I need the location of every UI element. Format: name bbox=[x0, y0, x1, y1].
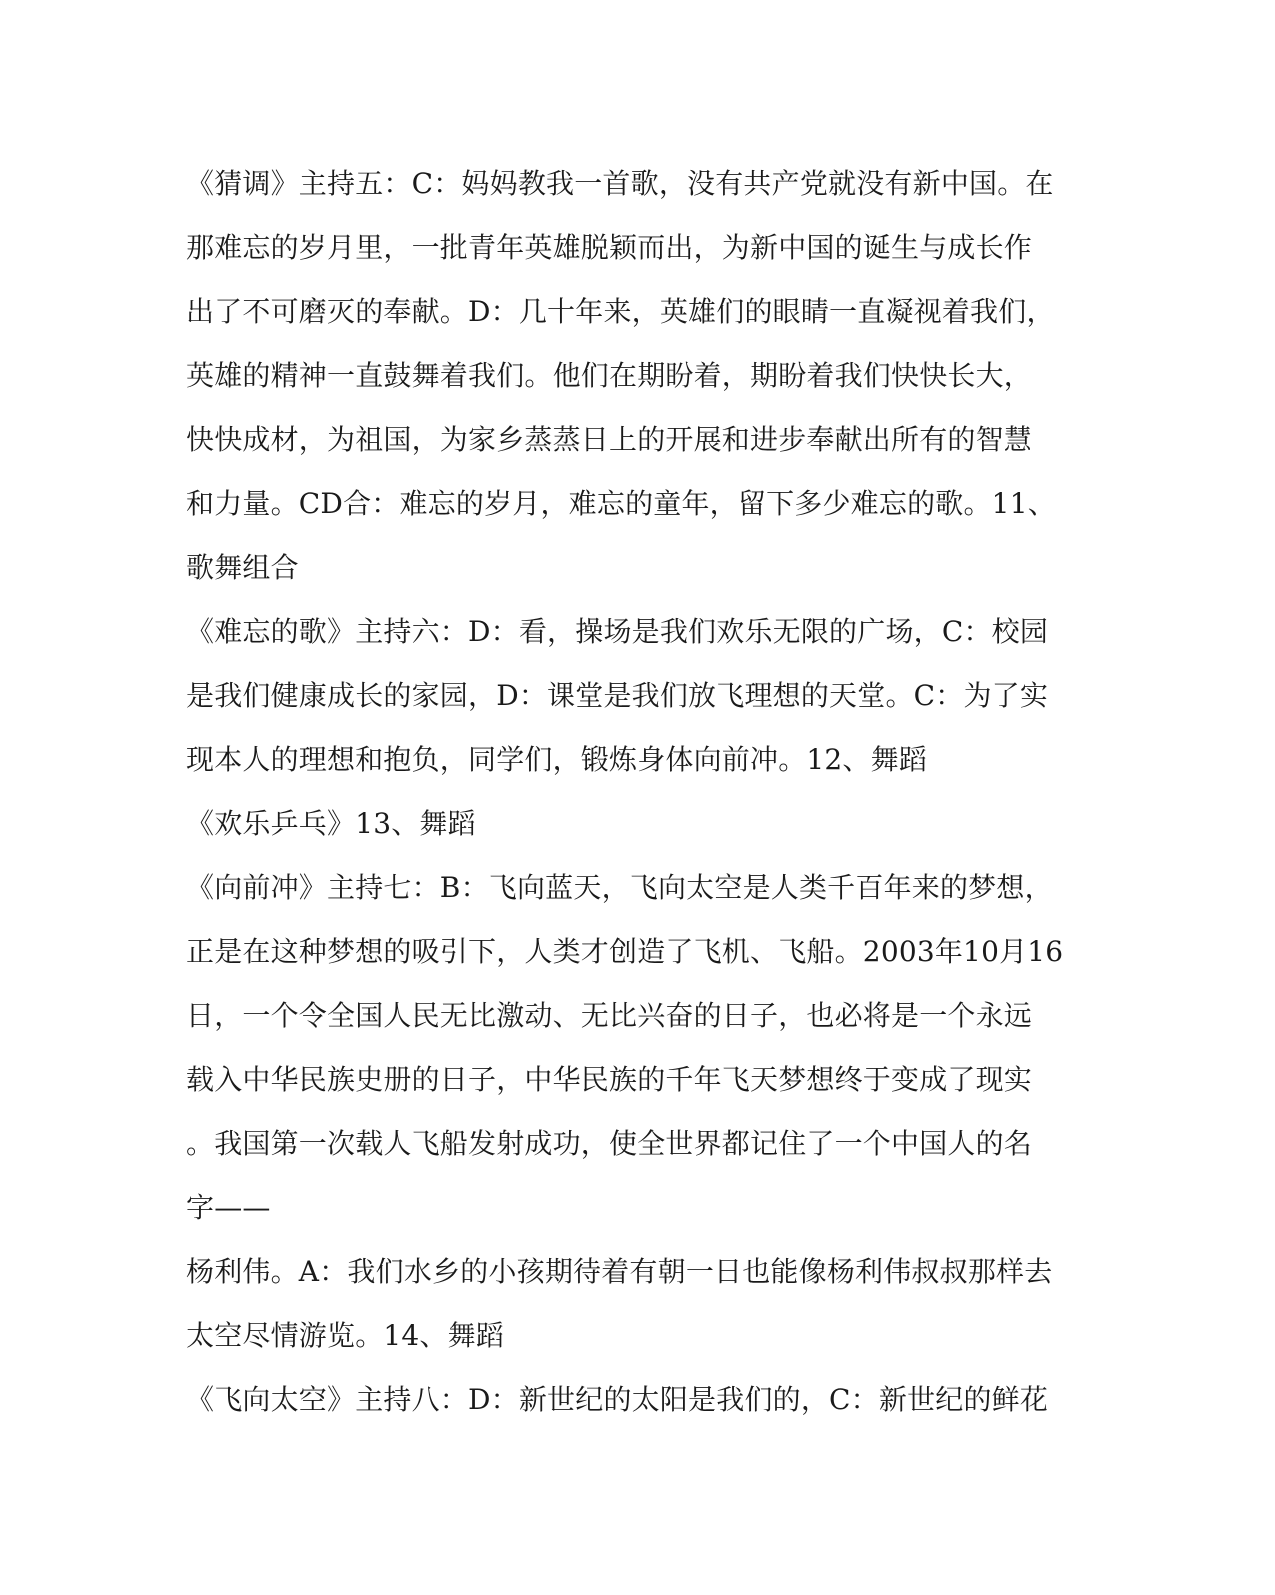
text-line: 日，一个令全国人民无比激动、无比兴奋的日子，也必将是一个永远 bbox=[186, 999, 1033, 1032]
text-line: 歌舞组合 bbox=[186, 551, 299, 584]
text-line: 《向前冲》主持七：B：飞向蓝天，飞向太空是人类千百年来的梦想， bbox=[186, 871, 1053, 904]
text-line: 《飞向太空》主持八：D：新世纪的太阳是我们的，C：新世纪的鲜花 bbox=[186, 1383, 1049, 1416]
text-line: 现本人的理想和抱负，同学们，锻炼身体向前冲。12、舞蹈 bbox=[186, 743, 928, 776]
text-line: 。我国第一次载人飞船发射成功，使全世界都记住了一个中国人的名 bbox=[186, 1127, 1033, 1160]
text-line: 《猜调》主持五：C：妈妈教我一首歌，没有共产党就没有新中国。在 bbox=[186, 167, 1054, 200]
text-line: 那难忘的岁月里，一批青年英雄脱颖而出，为新中国的诞生与成长作 bbox=[186, 231, 1033, 264]
text-line: 载入中华民族史册的日子，中华民族的千年飞天梦想终于变成了现实 bbox=[186, 1063, 1033, 1096]
text-line: 正是在这种梦想的吸引下，人类才创造了飞机、飞船。2003年10月16 bbox=[186, 935, 1064, 968]
text-line: 快快成材，为祖国，为家乡蒸蒸日上的开展和进步奉献出所有的智慧 bbox=[186, 423, 1033, 456]
text-line: 英雄的精神一直鼓舞着我们。他们在期盼着，期盼着我们快快长大， bbox=[186, 359, 1033, 392]
text-line: 是我们健康成长的家园，D：课堂是我们放飞理想的天堂。C：为了实 bbox=[186, 679, 1049, 712]
text-line: 《欢乐乒乓》13、舞蹈 bbox=[186, 807, 476, 840]
text-line: 杨利伟。A：我们水乡的小孩期待着有朝一日也能像杨利伟叔叔那样去 bbox=[186, 1255, 1053, 1288]
text-line: 和力量。CD合：难忘的岁月，难忘的童年，留下多少难忘的歌。11、 bbox=[186, 487, 1056, 520]
text-line: 出了不可磨灭的奉献。D：几十年来，英雄们的眼睛一直凝视着我们， bbox=[186, 295, 1055, 328]
text-line: 字—— bbox=[186, 1191, 271, 1224]
text-line: 太空尽情游览。14、舞蹈 bbox=[186, 1319, 505, 1352]
text-line: 《难忘的歌》主持六：D：看，操场是我们欢乐无限的广场，C：校园 bbox=[186, 615, 1049, 648]
